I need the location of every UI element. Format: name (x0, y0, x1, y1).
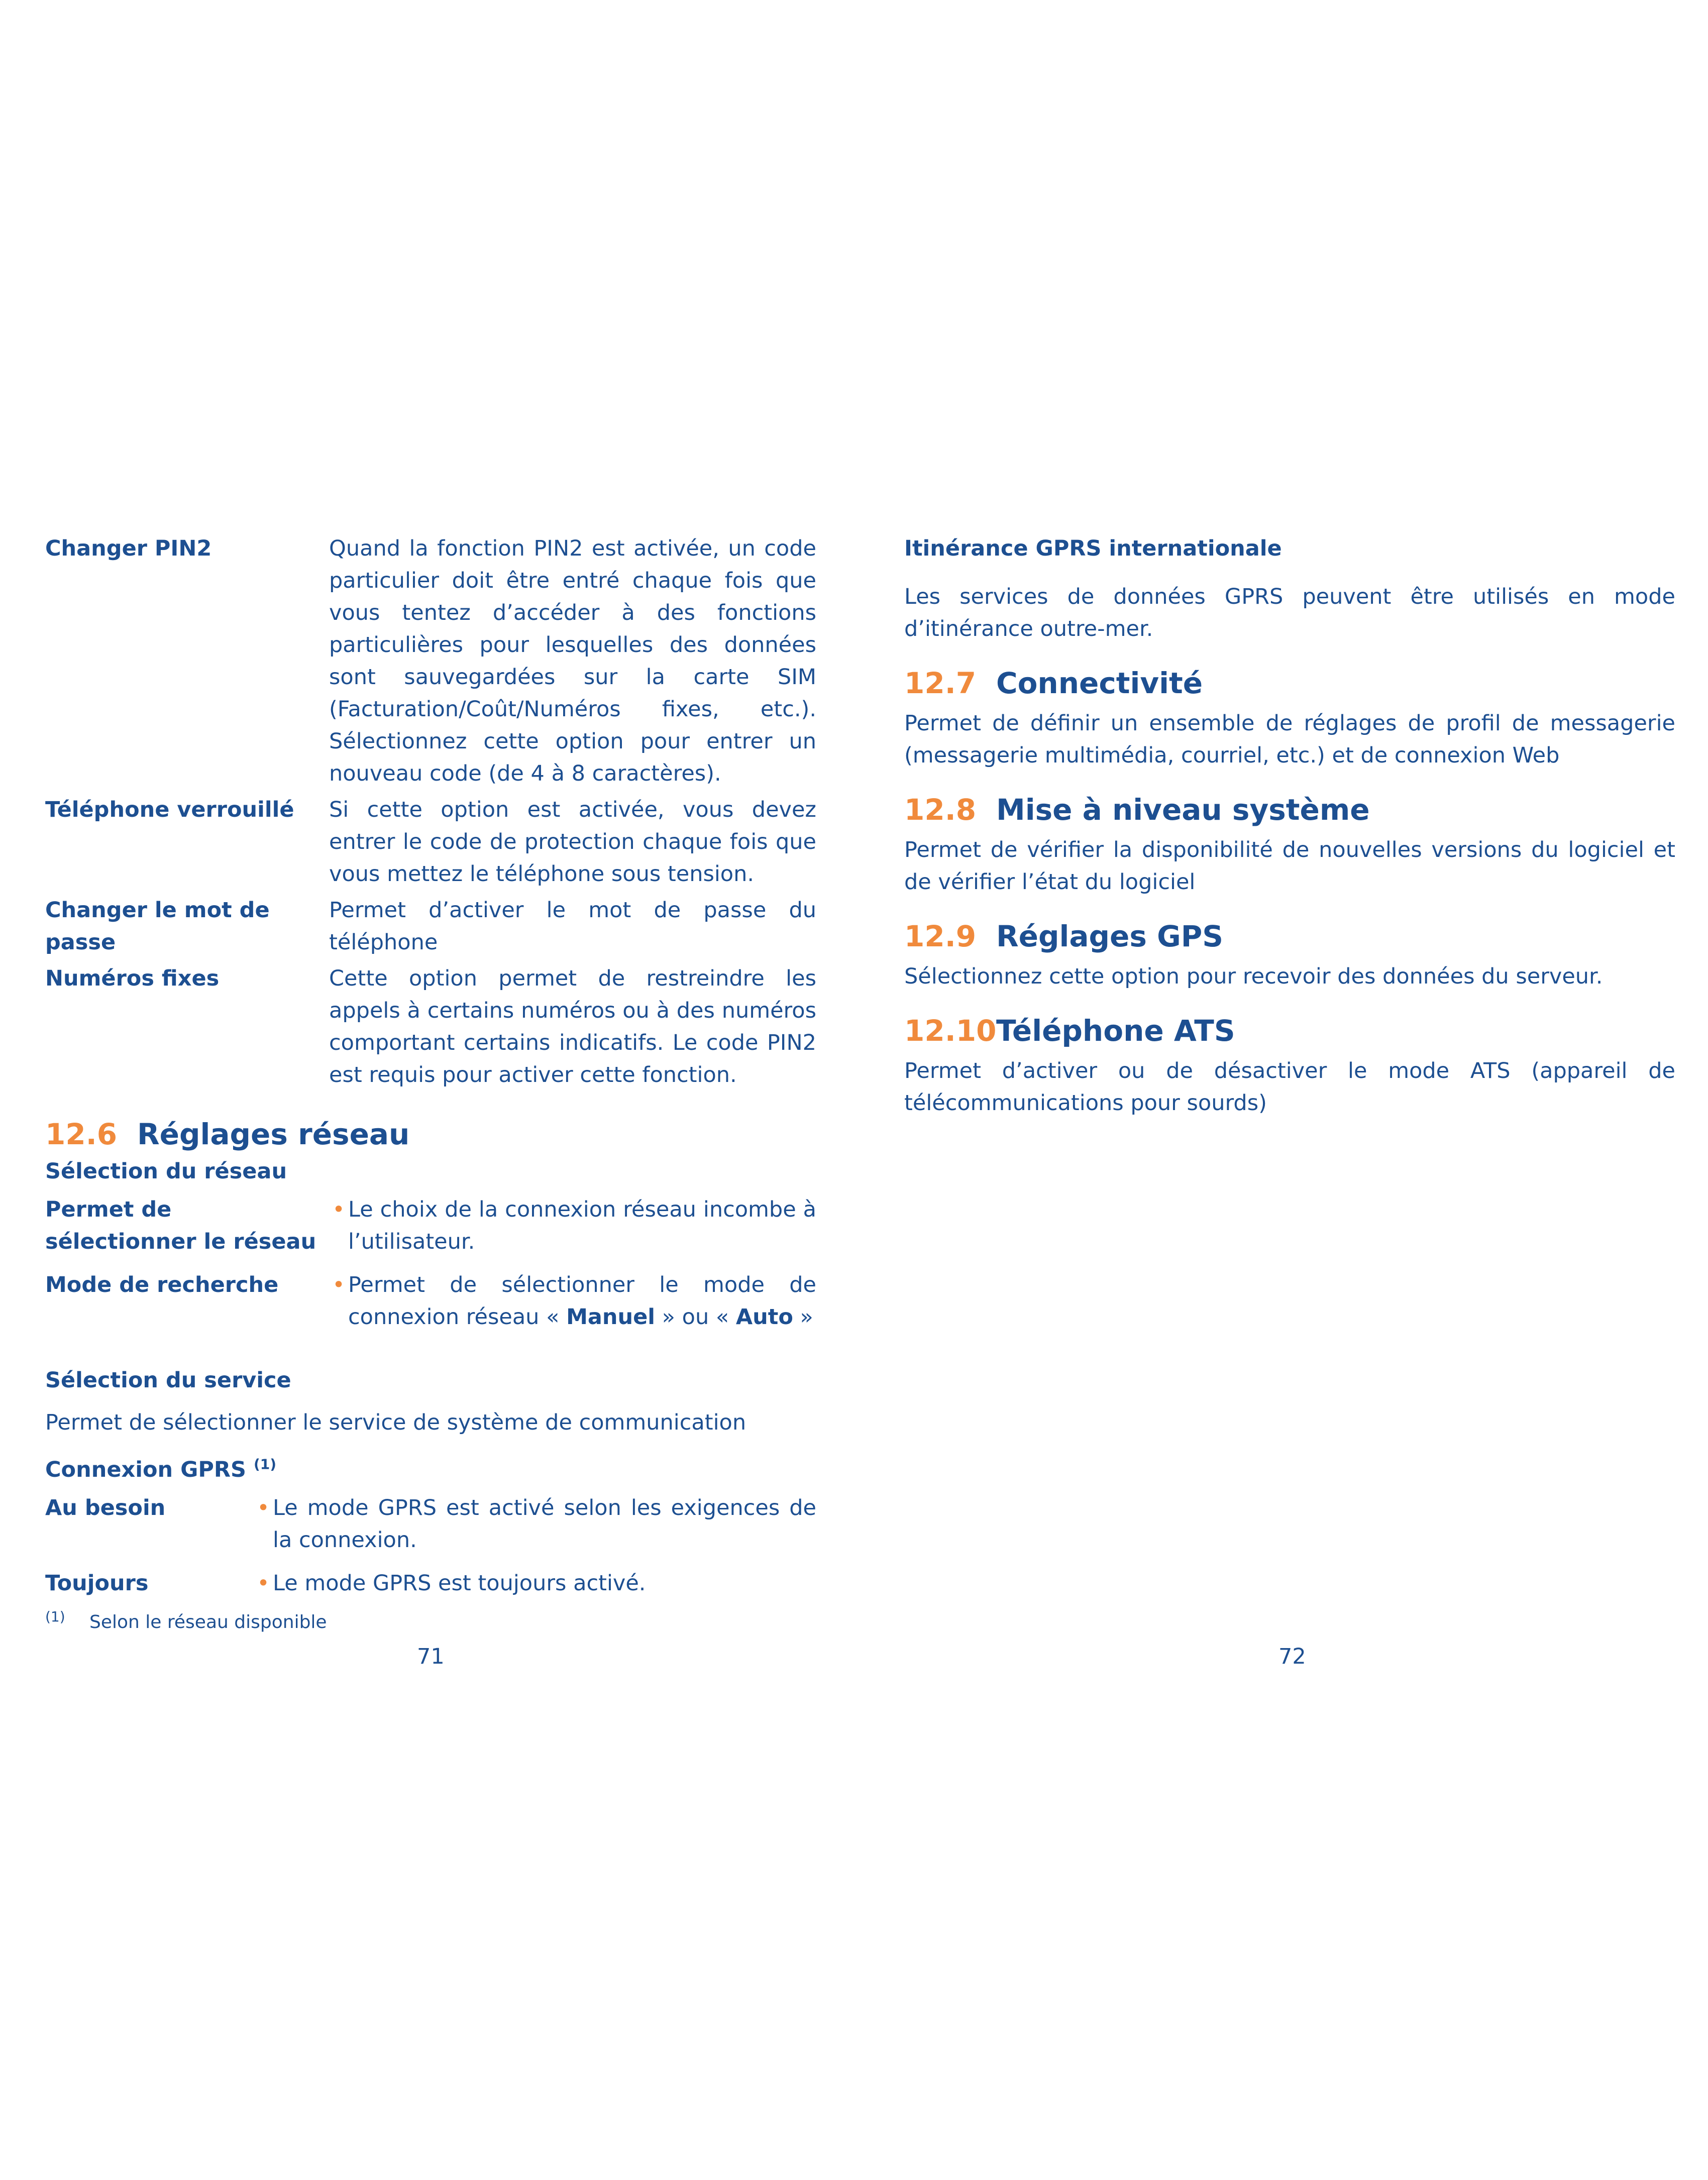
bullet-dot: • (332, 1272, 345, 1297)
section-title: Téléphone ATS (996, 1014, 1235, 1048)
gprs-options-list (45, 1492, 816, 1599)
section-title: Mise à niveau système (996, 793, 1370, 827)
bullet-dot: • (257, 1571, 270, 1596)
bullet-term: Au besoin (45, 1495, 166, 1520)
page-number-right: 72 (1278, 1644, 1306, 1669)
mode-auto: Auto (735, 1304, 793, 1330)
bullet-item (254, 1492, 816, 1556)
section-12-8 (904, 791, 1675, 898)
page-number-left: 71 (417, 1644, 445, 1669)
bullet-term: Permet de sélectionner le réseau (45, 1197, 316, 1254)
subheading-network-selection: Sélection du réseau (45, 1159, 287, 1184)
right-page (904, 532, 1675, 1119)
gprs-title: Connexion GPRS (45, 1457, 246, 1482)
section-heading-12-6 (45, 1115, 816, 1153)
section-heading (904, 1012, 1675, 1050)
section-heading (904, 917, 1675, 955)
bullet-text: Le mode GPRS est toujours activé. (273, 1571, 646, 1596)
bullet-text: Le mode GPRS est activé selon les exigences de la connexion. (273, 1495, 816, 1553)
def-row (45, 962, 816, 1091)
bullet-term: Toujours (45, 1571, 149, 1596)
section-number: 12.8 (904, 793, 977, 827)
section-title: Réglages réseau (137, 1117, 410, 1151)
section-number: 12.7 (904, 666, 977, 700)
bullet-dot: • (257, 1495, 270, 1520)
section-12-9 (904, 917, 1675, 993)
section-text: Sélectionnez cette option pour recevoir des données du serveur. (904, 964, 1603, 989)
bullet-dot: • (332, 1197, 345, 1222)
section-number: 12.9 (904, 919, 977, 953)
bullet-row (45, 1492, 816, 1556)
subheading-gprs-roaming: Itinérance GPRS internationale (904, 536, 1282, 561)
bullet-item (254, 1567, 816, 1599)
footnote-text: Selon le réseau disponible (89, 1612, 327, 1632)
bullet-item (329, 1269, 816, 1333)
section-text: Permet d’activer ou de désactiver le mode ATS (appareil de télécommunications pour sourds) (904, 1058, 1675, 1116)
section-12-7 (904, 664, 1675, 772)
subheading-gprs-connection (45, 1454, 816, 1486)
section-number: 12.6 (45, 1117, 118, 1151)
bullet-row (45, 1193, 816, 1258)
mode-manual: Manuel (566, 1304, 656, 1330)
bullet-text: Le choix de la connexion réseau incombe à l’utilisateur. (348, 1197, 816, 1254)
security-options-list (45, 532, 816, 1091)
def-row (45, 894, 816, 958)
section-title: Réglages GPS (996, 919, 1223, 953)
bullet-row (45, 1269, 816, 1333)
def-desc: Permet d’activer le mot de passe du téléphone (329, 898, 816, 955)
section-title: Connectivité (996, 666, 1203, 700)
text-part: Permet de sélectionner le mode de connexion réseau « (348, 1272, 816, 1330)
def-desc: Si cette option est activée, vous devez entrer le code de protection chaque fois que vous mettez le téléphone sous tension. (329, 797, 816, 887)
bullet-term: Mode de recherche (45, 1272, 279, 1297)
def-term: Téléphone verrouillé (45, 797, 294, 822)
section-text: Permet de vérifier la disponibilité de nouvelles versions du logiciel et de vérifier l’état du logiciel (904, 837, 1675, 895)
roaming-paragraph: Les services de données GPRS peuvent être utilisés en mode d’itinérance outre-mer. (904, 584, 1675, 641)
text-part: » (793, 1304, 813, 1330)
footnote-ref: (1) (253, 1456, 277, 1473)
footnote (45, 1610, 327, 1635)
footnote-mark-text: (1) (45, 1608, 65, 1625)
service-paragraph: Permet de sélectionner le service de système de communication (45, 1410, 746, 1435)
def-desc: Cette option permet de restreindre les appels à certains numéros ou à des numéros comportant certains indicatifs. Le code PIN2 est requis pour activer cette fonction. (329, 966, 816, 1087)
section-number: 12.10 (904, 1014, 997, 1048)
def-row (45, 794, 816, 890)
def-term: Changer le mot de passe (45, 898, 270, 955)
network-options-list (45, 1193, 816, 1333)
section-12-10 (904, 1012, 1675, 1119)
def-desc: Quand la fonction PIN2 est activée, un code particulier doit être entré chaque fois que vous tentez d’accéder à des fonctions particulières pour lesquelles des données sont sauvegardées sur la carte SIM (Facturation/Coût/Numéros fixes, etc.). Sélectionnez cette option pour entrer un nouveau code (de 4 à 8 caractères). (329, 536, 816, 786)
bullet-text (348, 1269, 816, 1333)
def-row (45, 532, 816, 790)
section-heading (904, 664, 1675, 702)
left-page (45, 532, 816, 1610)
footnote-mark (45, 1610, 89, 1635)
def-term: Numéros fixes (45, 966, 220, 991)
bullet-row (45, 1567, 816, 1599)
section-heading (904, 791, 1675, 829)
section-text: Permet de définir un ensemble de réglages de profil de messagerie (messagerie multimédia, courriel, etc.) et de connexion Web (904, 711, 1675, 768)
def-term: Changer PIN2 (45, 536, 212, 561)
text-part: » ou « (655, 1304, 736, 1330)
subheading-service-selection: Sélection du service (45, 1368, 291, 1393)
bullet-item (329, 1193, 816, 1258)
